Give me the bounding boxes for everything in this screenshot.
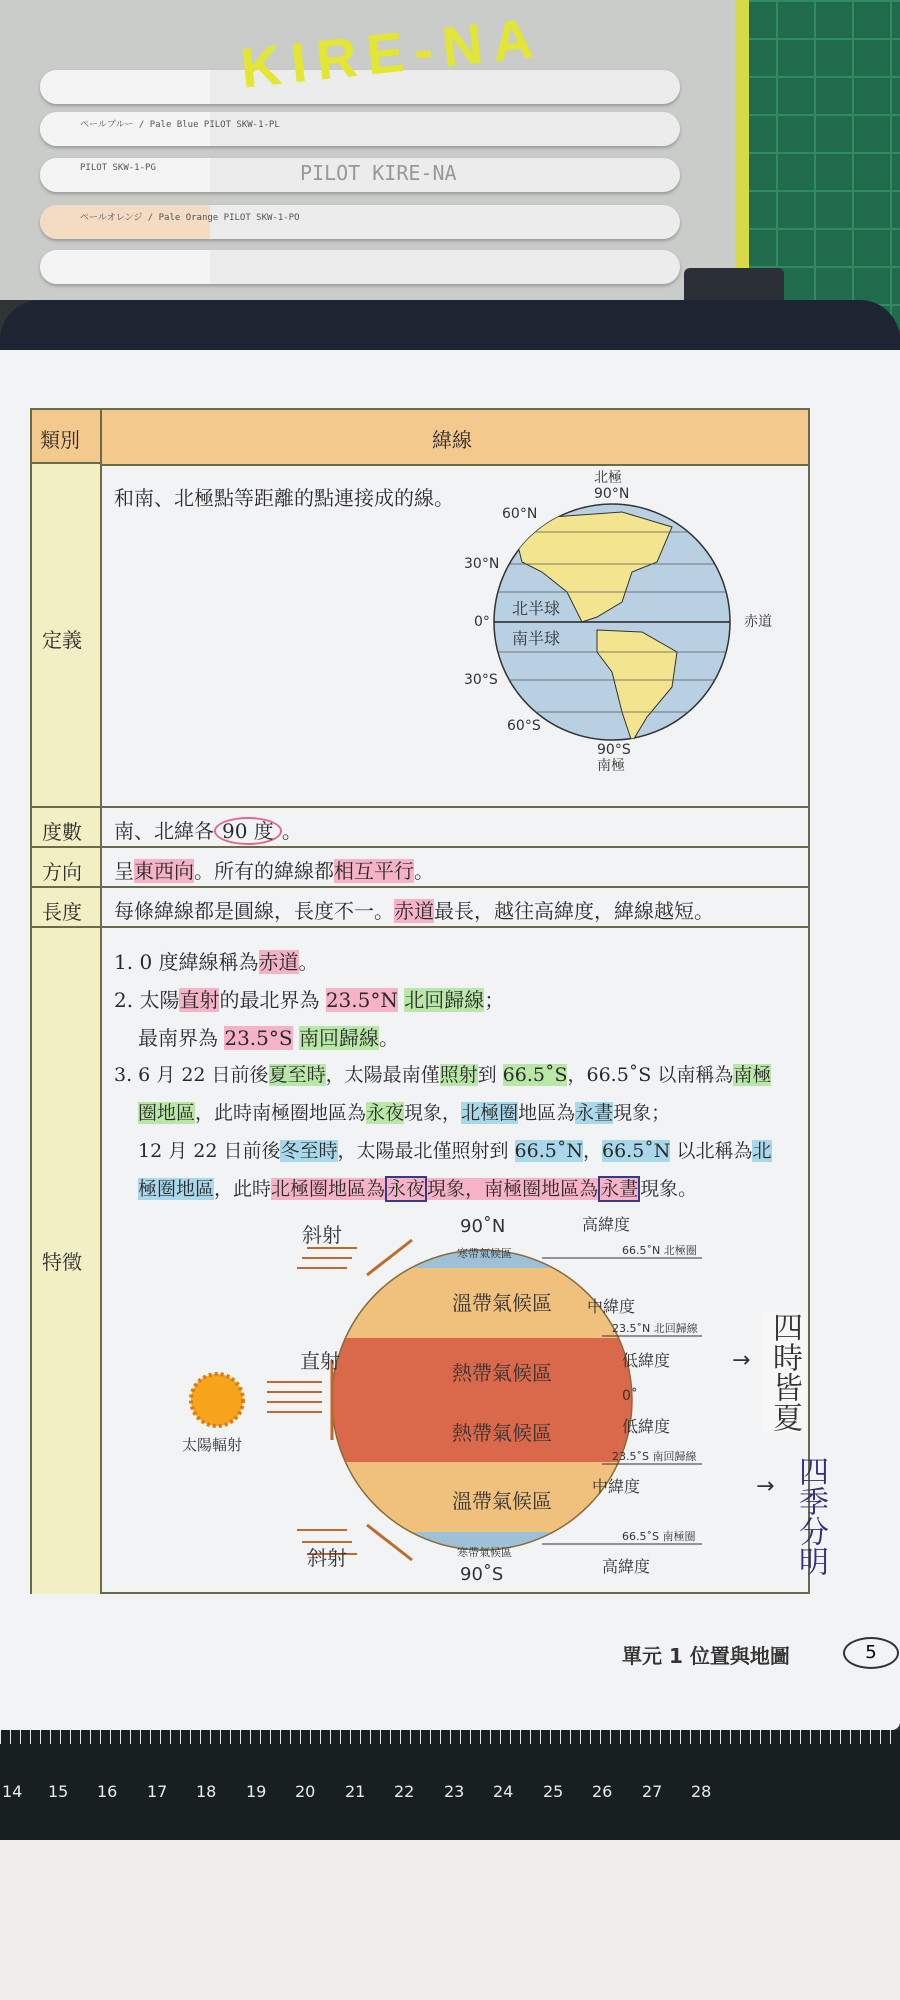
feature-highlight: 66.5˚S (502, 1064, 568, 1086)
feature-line-2 (114, 984, 504, 1013)
diagram-antarctic: 66.5˚S 南極圈 (622, 1530, 696, 1543)
header-title: 緯線 (432, 428, 472, 452)
diagram-90n: 90˚N (460, 1216, 506, 1237)
pen-cap (40, 70, 210, 104)
desk-surface (0, 1840, 900, 2000)
degree-pre: 南、北緯各 (114, 819, 214, 843)
feature-highlight: 夏至時 (268, 1064, 326, 1086)
feature-text: 以北稱為 (670, 1140, 753, 1162)
ruler-number: 15 (48, 1782, 69, 1801)
diagram-cancer: 23.5˚N 北回歸線 (612, 1322, 698, 1335)
ruler-number: 22 (394, 1782, 415, 1801)
feature-highlight: 南極 (733, 1064, 772, 1086)
globe-90n: 90°N (594, 486, 630, 502)
direction-post: 。 (414, 859, 434, 883)
feature-boxed: 永夜 (387, 1178, 426, 1200)
label-length: 長度 (42, 900, 82, 924)
feature-text: 的最北界為 (219, 988, 326, 1012)
direction-row (114, 855, 434, 884)
feature-text: 0 度緯線稱為 (139, 950, 259, 974)
feature-highlight: 北極圈 (461, 1102, 519, 1124)
pen-cap (40, 250, 210, 284)
diagram-oblique-bottom: 斜射 (307, 1546, 347, 1570)
feature-line-3 (138, 1022, 399, 1051)
header-category: 類別 (40, 428, 80, 452)
handwritten-note-summer: 四時皆夏 (762, 1312, 806, 1432)
handwritten-arrow: → (732, 1348, 751, 1373)
label-direction: 方向 (42, 860, 82, 884)
feature-highlight: 北回歸線 (404, 988, 485, 1012)
highlighter-pen (40, 250, 680, 284)
feature-highlight: 赤道 (258, 950, 299, 974)
ruler-number: 17 (147, 1782, 168, 1801)
latitude-table (30, 408, 810, 1594)
ruler-number: 16 (97, 1782, 118, 1801)
pen-label: ペールブルー / Pale Blue PILOT SKW-1-PL (80, 120, 280, 130)
page-number: 5 (843, 1637, 899, 1669)
ruler-number: 18 (196, 1782, 217, 1801)
feature-text: 。 (378, 1026, 399, 1050)
feature-text: 2. 太陽 (114, 988, 180, 1012)
diagram-mid-lat-top: 中緯度 (587, 1297, 636, 1316)
ruler-number: 24 (493, 1782, 514, 1801)
direction-highlight-east-west: 東西向 (134, 859, 194, 883)
pen-label: PILOT SKW-1-PG (80, 163, 156, 173)
feature-line-7 (138, 1174, 697, 1201)
feature-highlight: 南回歸線 (298, 1026, 379, 1050)
diagram-low-lat-top: 低緯度 (622, 1351, 671, 1370)
feature-highlight: 極圈地區 (138, 1178, 215, 1200)
feature-highlight: 永晝 (575, 1102, 614, 1124)
diagram-mid-lat-bottom: 中緯度 (592, 1477, 641, 1496)
direction-mid: 。所有的緯線都 (194, 859, 334, 883)
feature-text: 最南界為 (138, 1026, 225, 1050)
diagram-temperate-south: 溫帶氣候區 (452, 1489, 552, 1513)
row-divider (32, 886, 808, 888)
diagram-tropical-1: 熱帶氣候區 (452, 1361, 552, 1385)
feature-highlight: 66.5˚N (514, 1140, 583, 1162)
globe-diagram (464, 470, 802, 792)
diagram-temperate-north: 溫帶氣候區 (452, 1291, 552, 1315)
diagram-oblique-top: 斜射 (302, 1223, 342, 1247)
diagram-cold-south: 寒帶氣候區 (457, 1546, 512, 1559)
definition-text: 和南、北極點等距離的點連接成的線。 (114, 486, 454, 510)
label-features: 特徵 (42, 1250, 82, 1274)
pen-label: ペールオレンジ / Pale Orange PILOT SKW-1-PO (80, 213, 300, 223)
feature-highlight: 照射 (439, 1064, 478, 1086)
globe-30n: 30°N (464, 556, 500, 572)
feature-highlight: 66.5˚N (602, 1140, 671, 1162)
globe-60s: 60°S (507, 718, 541, 734)
feature-highlight: 北極圈地區為 (271, 1178, 386, 1200)
diagram-high-lat-bottom: 高緯度 (602, 1557, 651, 1576)
feature-text: ，此時 (214, 1178, 272, 1200)
feature-text: 12 月 22 日前後 (138, 1140, 281, 1162)
ruler-ticks (0, 1730, 900, 1768)
degree-row (114, 815, 302, 844)
diagram-high-lat-top: 高緯度 (582, 1215, 631, 1234)
feature-highlight: 23.5°N (325, 988, 398, 1012)
sun-icon (191, 1374, 243, 1426)
handwritten-arrow: → (756, 1474, 775, 1499)
label-definition: 定義 (42, 628, 82, 652)
feature-text: 現象。 (640, 1178, 698, 1200)
feature-line-1 (114, 946, 319, 975)
ruler-number: 28 (691, 1782, 712, 1801)
globe-south-hemisphere: 南半球 (512, 629, 561, 648)
degree-post: 。 (281, 819, 302, 843)
length-row (114, 895, 714, 924)
feature-highlight: 現象，南極圈地區為 (427, 1178, 599, 1200)
globe-north-hemisphere: 北半球 (512, 599, 561, 618)
feature-highlight: 永夜 (366, 1102, 405, 1124)
diagram-90s: 90˚S (460, 1564, 504, 1585)
feature-line-6 (138, 1136, 772, 1163)
feature-text: ，此時南極圈地區為 (195, 1102, 367, 1124)
feature-line-4 (114, 1060, 771, 1087)
diagram-cold-north: 寒帶氣候區 (457, 1247, 512, 1260)
feature-text: ，66.5˚S 以南稱為 (567, 1064, 734, 1086)
diagram-tropical-2: 熱帶氣候區 (452, 1421, 552, 1445)
globe-90s: 90°S (597, 742, 631, 758)
feature-text: ，太陽最南僅 (325, 1064, 440, 1086)
globe-equator: 赤道 (744, 614, 772, 630)
length-post: 最長，越往高緯度，緯線越短。 (434, 899, 714, 923)
feature-highlight: 北 (752, 1140, 772, 1162)
ruler-number: 25 (543, 1782, 564, 1801)
feature-highlight: 冬至時 (280, 1140, 338, 1162)
feature-highlight: 直射 (179, 988, 220, 1012)
ruler (0, 1730, 900, 1840)
globe-60n: 60°N (502, 506, 538, 522)
length-highlight-equator: 赤道 (394, 899, 434, 923)
feature-text: ， (582, 1140, 602, 1162)
globe-south-pole: 南極 (597, 758, 625, 774)
globe-north-pole: 北極 (594, 470, 622, 486)
feature-text: ，太陽最北僅照射到 (337, 1140, 515, 1162)
feature-text: 地區為 (518, 1102, 576, 1124)
highlighter-pen (40, 205, 680, 239)
diagram-low-lat-bottom: 低緯度 (622, 1417, 671, 1436)
header-title-cell (102, 410, 808, 466)
row-divider (32, 926, 808, 928)
feature-line-5 (138, 1098, 670, 1125)
feature-text: 3. 6 月 22 日前後 (114, 1064, 269, 1086)
feature-highlight: 23.5°S (224, 1026, 293, 1050)
diagram-sun-label: 太陽輻射 (182, 1436, 243, 1454)
header-category-cell (32, 410, 102, 464)
row-divider (32, 806, 808, 808)
pouch-brand: KIRE-NA (237, 5, 546, 100)
pencil-pouch (0, 0, 749, 300)
diagram-direct: 直射 (300, 1349, 340, 1373)
feature-highlight: 圈地區 (138, 1102, 196, 1124)
label-degree: 度數 (42, 820, 82, 844)
diagram-zero: 0˚ (622, 1388, 638, 1404)
unit-title: 單元 1 位置與地圖 (622, 1644, 790, 1668)
diagram-arctic: 66.5˚N 北極圈 (622, 1244, 697, 1257)
row-divider (32, 846, 808, 848)
ruler-number: 21 (345, 1782, 366, 1801)
ruler-number: 20 (295, 1782, 316, 1801)
pen-brand-print: PILOT KIRE-NA (300, 161, 457, 185)
direction-pre: 呈 (114, 859, 134, 883)
feature-text: 到 (477, 1064, 503, 1086)
degree-value: 90 度 (214, 817, 282, 845)
globe-0: 0° (474, 614, 490, 630)
ruler-number: 23 (444, 1782, 465, 1801)
feature-text: ； (484, 988, 505, 1012)
length-pre: 每條緯線都是圓線，長度不一。 (114, 899, 394, 923)
handwritten-note-seasons: 四季分明 (793, 1456, 828, 1576)
globe-30s: 30°S (464, 672, 498, 688)
direction-highlight-parallel: 相互平行 (334, 859, 414, 883)
ruler-number: 14 (2, 1782, 23, 1801)
highlighter-pen (40, 112, 680, 146)
feature-text: 現象， (404, 1102, 462, 1124)
ruler-number: 19 (246, 1782, 267, 1801)
feature-num: 1. (114, 950, 140, 974)
ruler-number: 27 (642, 1782, 663, 1801)
feature-boxed: 永晝 (600, 1178, 639, 1200)
ruler-number: 26 (592, 1782, 613, 1801)
diagram-capricorn: 23.5˚S 南回歸線 (612, 1450, 697, 1463)
feature-text: 。 (298, 950, 319, 974)
feature-text: 現象； (613, 1102, 671, 1124)
highlighter-pen (40, 158, 680, 192)
climate-zone-diagram (182, 1210, 762, 1585)
